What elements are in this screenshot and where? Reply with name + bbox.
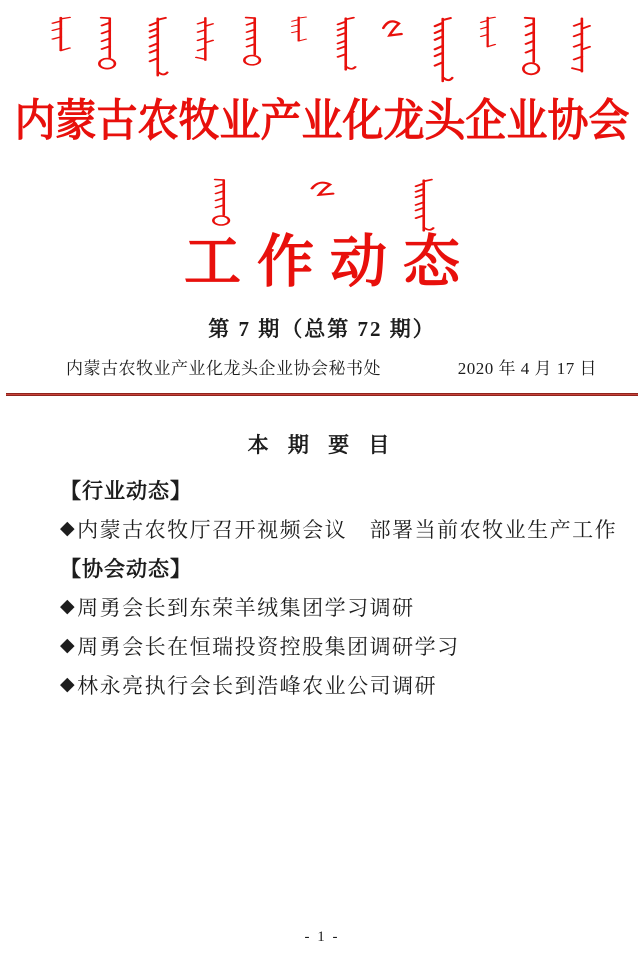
issue-number: 第 7 期（总第 72 期） — [208, 317, 436, 341]
toc-line-text: 林永亮执行会长到浩峰农业公司调研 — [77, 673, 438, 698]
mongolian-word-icon — [143, 16, 169, 78]
toc-line-text: 【行业动态】 — [60, 479, 192, 503]
diamond-bullet-icon: ◆ — [60, 635, 77, 656]
mongolian-word-icon — [209, 178, 235, 228]
diamond-bullet-icon: ◆ — [60, 596, 77, 617]
toc-list — [0, 470, 644, 704]
mongolian-word-icon — [519, 16, 545, 78]
mongolian-word-icon — [288, 16, 308, 42]
mongolian-word-icon — [568, 16, 594, 74]
mongolian-word-icon — [48, 16, 72, 52]
toc-line-text: 周勇会长在恒瑞投资控股集团调研学习 — [77, 634, 460, 659]
toc-line — [60, 626, 604, 665]
divider-rule — [6, 393, 638, 396]
newsletter-title: 工作动态 — [184, 231, 476, 294]
diamond-bullet-icon: ◆ — [60, 674, 77, 695]
mongolian-word-icon — [240, 16, 266, 68]
toc-line-text: 周勇会长到东荣羊绒集团学习调研 — [77, 595, 415, 620]
mongolian-subtitle-row — [0, 178, 644, 233]
mongolian-word-icon — [379, 16, 405, 46]
mongolian-word-icon — [192, 16, 217, 62]
mongolian-masthead-row — [48, 16, 594, 88]
toc-line-text: 【协会动态】 — [60, 557, 192, 581]
toc-line-text: 内蒙古农牧厅召开视频会议 部署当前农牧业生产工作 — [77, 517, 618, 542]
publish-date: 2020 年 4 月 17 日 — [457, 359, 597, 378]
toc-line — [60, 587, 604, 626]
publisher: 内蒙古农牧业产业化龙头企业协会秘书处 — [66, 359, 381, 378]
toc-line — [60, 509, 618, 548]
byline-row — [0, 358, 644, 380]
toc-title: 本 期 要 目 — [247, 433, 397, 457]
mongolian-word-icon — [428, 16, 454, 84]
toc-line — [60, 665, 604, 704]
mongolian-word-icon — [409, 178, 435, 233]
page-number: - 1 - — [304, 929, 340, 945]
toc-line — [60, 548, 604, 587]
mongolian-word-icon — [307, 178, 337, 204]
toc-line — [60, 470, 604, 509]
diamond-bullet-icon: ◆ — [60, 518, 77, 539]
mongolian-word-icon — [477, 16, 497, 48]
mongolian-word-icon — [331, 16, 357, 72]
association-title: 内蒙古农牧业产业化龙头企业协会 — [14, 95, 630, 146]
mongolian-word-icon — [95, 16, 121, 72]
